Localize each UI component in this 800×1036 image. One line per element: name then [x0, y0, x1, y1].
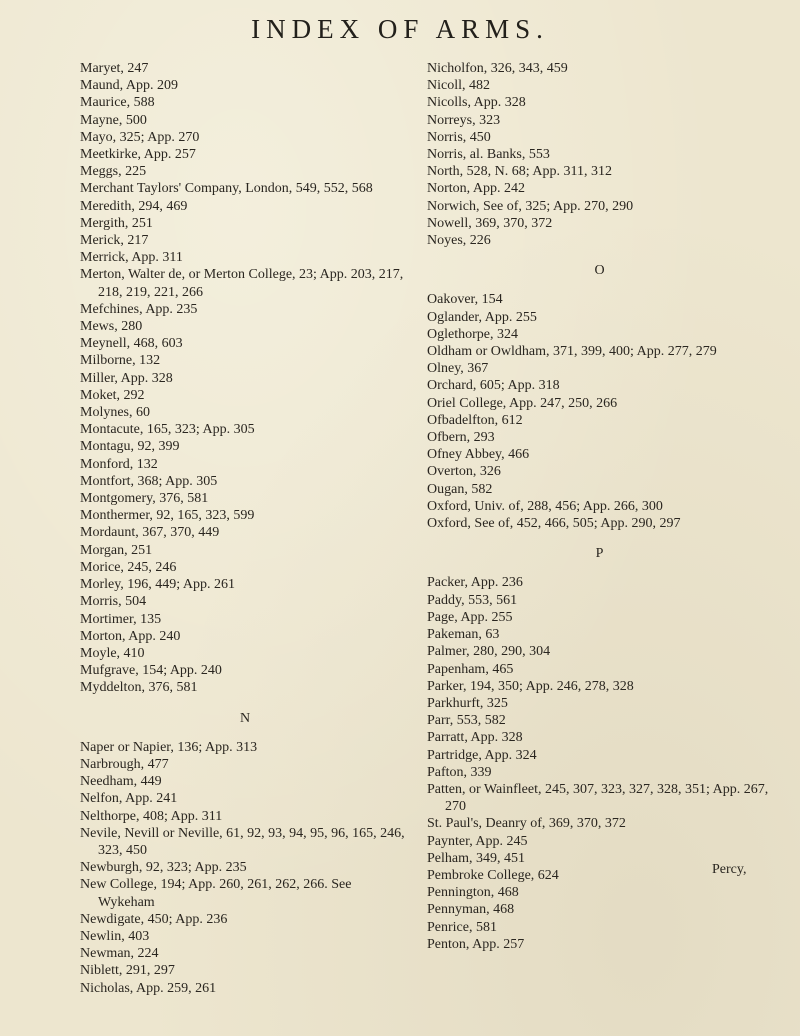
index-entry: Montgomery, 376, 581 — [80, 491, 209, 507]
index-entry: Penrice, 581 — [427, 919, 497, 935]
index-entry: Montfort, 368; App. 305 — [80, 473, 218, 489]
index-entry: North, 528, N. 68; App. 311, 312 — [427, 164, 612, 180]
index-entry: Mergith, 251 — [80, 215, 153, 231]
index-entry: Naper or Napier, 136; App. 313 — [80, 739, 258, 755]
index-entry: Maryet, 247 — [80, 61, 149, 76]
index-entry: Mortimer, 135 — [80, 611, 162, 627]
index-entry: Nelfon, App. 241 — [80, 791, 178, 807]
index-entry: Mews, 280 — [80, 319, 143, 335]
index-entry: Moyle, 410 — [80, 645, 145, 661]
index-entry: Pennington, 468 — [427, 885, 519, 901]
index-entry: Nelthorpe, 408; App. 311 — [80, 808, 223, 824]
index-entry: Morice, 245, 246 — [80, 559, 177, 575]
index-entry: Paddy, 553, 561 — [427, 592, 518, 608]
index-entry: Oglethorpe, 324 — [427, 326, 518, 342]
index-entry: Ofbern, 293 — [427, 430, 495, 446]
index-entry: Merton, Walter de, or Merton College, 23; App. 203, 217, 218, 219, 221, 266 — [80, 267, 404, 300]
index-entry: Meggs, 225 — [80, 164, 147, 180]
index-entry: Pembroke College, 624 — [427, 867, 559, 883]
index-entry: Parratt, App. 328 — [427, 730, 523, 746]
index-entry: Nowell, 369, 370, 372 — [427, 215, 553, 231]
index-entry: Morris, 504 — [80, 594, 147, 610]
index-entry: Norton, App. 242 — [427, 181, 525, 197]
left-column — [80, 60, 410, 997]
index-entry: Paynter, App. 245 — [427, 833, 528, 849]
index-entry: Pafton, 339 — [427, 764, 492, 780]
catchword: Percy, — [712, 862, 747, 877]
page-header: INDEX OF ARMS. — [251, 14, 549, 44]
index-entry: Ofney Abbey, 466 — [427, 447, 530, 463]
section-letter-o: O — [594, 263, 605, 279]
index-entry: Monford, 132 — [80, 456, 158, 472]
index-entry: Patten, or Wainfleet, 245, 307, 323, 327, 328, 351; App. 267, 270 — [427, 781, 769, 815]
index-entry: Oriel College, App. 247, 250, 266 — [427, 395, 618, 411]
index-entry: Pakeman, 63 — [427, 627, 500, 643]
index-entry: Overton, 326 — [427, 464, 501, 480]
index-entry: Pennyman, 468 — [427, 902, 515, 918]
index-entry: St. Paul's, Deanry of, 369, 370, 372 — [427, 816, 626, 832]
index-entry: Newlin, 403 — [80, 928, 150, 944]
index-entry: Monthermer, 92, 165, 323, 599 — [80, 508, 255, 524]
index-entry: Morgan, 251 — [80, 542, 153, 558]
index-entry: Orchard, 605; App. 318 — [427, 378, 560, 394]
index-entry: Mayne, 500 — [80, 112, 147, 128]
index-entry: Needham, 449 — [80, 774, 162, 790]
index-entry: Nevile, Nevill or Neville, 61, 92, 93, 94, 95, 96, 165, 246, 323, 450 — [80, 825, 405, 858]
index-entry: Newdigate, 450; App. 236 — [80, 911, 228, 927]
index-entry: Parr, 553, 582 — [427, 713, 506, 729]
index-entry: Myddelton, 376, 581 — [80, 680, 198, 696]
group-m — [80, 60, 410, 697]
index-entry: Norwich, See of, 325; App. 270, 290 — [427, 198, 634, 214]
index-entry: Parker, 194, 350; App. 246, 278, 328 — [427, 678, 634, 694]
index-entry: Ofbadelfton, 612 — [427, 412, 523, 428]
section-letter-p: P — [595, 546, 604, 562]
index-entry: Maund, App. 209 — [80, 78, 178, 94]
index-entry: Packer, App. 236 — [427, 575, 523, 591]
index-entry: Merchant Taylors' Company, London, 549, 552, 568 — [80, 181, 373, 197]
index-entry: Page, App. 255 — [427, 609, 513, 625]
index-entry: Meredith, 294, 469 — [80, 198, 188, 214]
index-entry: Mayo, 325; App. 270 — [80, 129, 200, 145]
index-entry: Meetkirke, App. 257 — [80, 147, 196, 163]
index-entry: Norris, 450 — [427, 129, 491, 145]
index-entry: Parkhurft, 325 — [427, 695, 508, 711]
index-entry: Maurice, 588 — [80, 95, 155, 111]
index-entry: Nicholfon, 326, 343, 459 — [427, 61, 568, 76]
index-entry: Mordaunt, 367, 370, 449 — [80, 525, 220, 541]
index-entry: Merrick, App. 311 — [80, 250, 183, 266]
index-entry: Milborne, 132 — [80, 353, 161, 369]
index-entry: Pelham, 349, 451 — [427, 850, 525, 866]
index-entry: Mefchines, App. 235 — [80, 301, 198, 317]
index-entry: Mufgrave, 154; App. 240 — [80, 663, 222, 679]
index-entry: Oglander, App. 255 — [427, 309, 537, 325]
index-entry: Norris, al. Banks, 553 — [427, 147, 550, 163]
section-letter-n: N — [239, 710, 251, 726]
index-entry: Palmer, 280, 290, 304 — [427, 644, 551, 660]
index-entry: Montacute, 165, 323; App. 305 — [80, 422, 255, 438]
index-entry: Nicholas, App. 259, 261 — [80, 980, 217, 996]
index-entry: Oldham or Owldham, 371, 399, 400; App. 277, 279 — [427, 344, 717, 360]
index-entry: Montagu, 92, 399 — [80, 439, 180, 455]
index-entry: Narbrough, 477 — [80, 756, 169, 772]
index-entry: Morley, 196, 449; App. 261 — [80, 577, 236, 593]
index-entry: Newburgh, 92, 323; App. 235 — [80, 860, 247, 876]
index-entry: Ougan, 582 — [427, 481, 493, 497]
index-entry: Miller, App. 328 — [80, 370, 173, 386]
index-entry: Oxford, Univ. of, 288, 456; App. 266, 300 — [427, 498, 663, 514]
index-entry: Meynell, 468, 603 — [80, 336, 183, 352]
group-p — [427, 574, 772, 952]
index-entry: Partridge, App. 324 — [427, 747, 537, 763]
index-entry: Noyes, 226 — [427, 233, 491, 249]
index-entry: Nicolls, App. 328 — [427, 95, 526, 111]
index-entry: Oakover, 154 — [427, 292, 503, 308]
group-o — [427, 291, 772, 532]
index-entry: New College, 194; App. 260, 261, 262, 266. See Wykeham — [80, 877, 352, 910]
index-entry: Morton, App. 240 — [80, 628, 181, 644]
index-entry: Olney, 367 — [427, 361, 489, 377]
index-entry: Merick, 217 — [80, 233, 149, 249]
group-n — [80, 739, 410, 997]
index-entry: Nicoll, 482 — [427, 78, 490, 94]
group-n-continued — [427, 60, 772, 249]
index-entry: Norreys, 323 — [427, 112, 501, 128]
index-entry: Newman, 224 — [80, 946, 159, 962]
index-entry: Penton, App. 257 — [427, 936, 525, 952]
index-entry: Niblett, 291, 297 — [80, 963, 175, 979]
right-column — [427, 60, 772, 953]
index-entry: Oxford, See of, 452, 466, 505; App. 290, 297 — [427, 516, 681, 532]
index-entry: Papenham, 465 — [427, 661, 514, 677]
index-entry: Molynes, 60 — [80, 405, 150, 421]
index-entry: Moket, 292 — [80, 387, 145, 403]
